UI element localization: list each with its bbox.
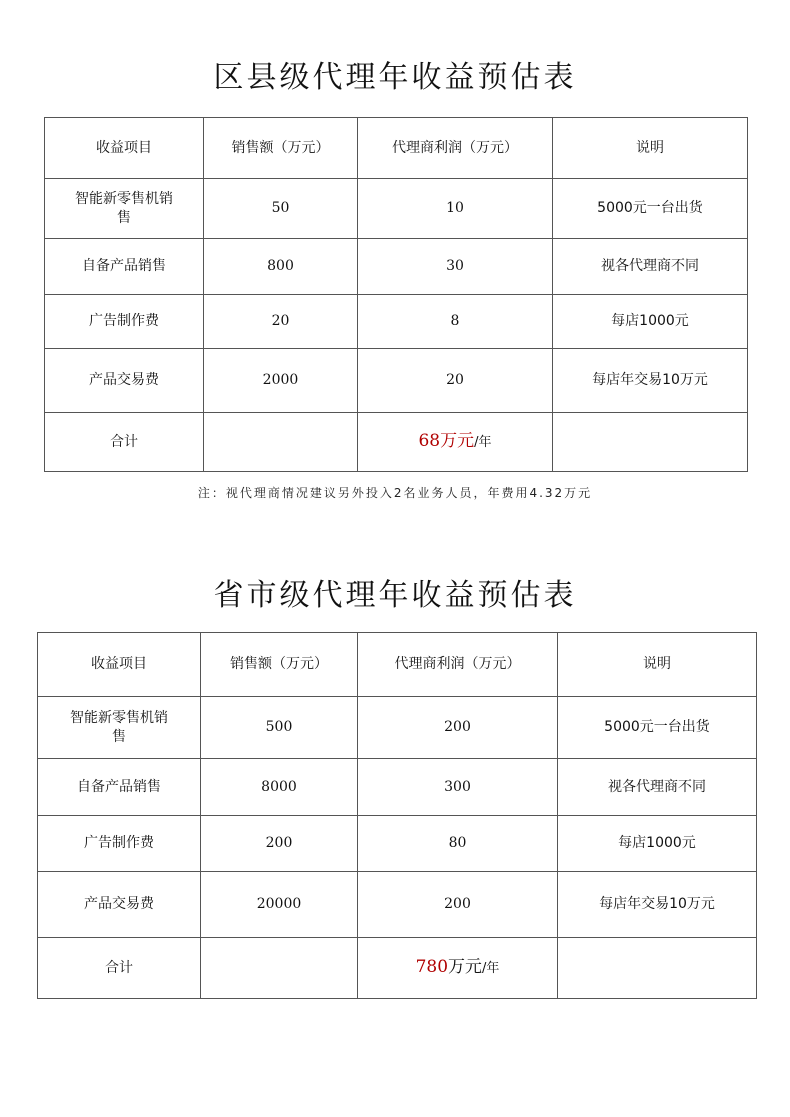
- county-table-title: 区县级代理年收益预估表: [213, 60, 577, 95]
- row-note: 每店年交易10万元: [558, 872, 757, 938]
- total-note-empty: [558, 938, 757, 999]
- table-row: [45, 295, 748, 349]
- county-revenue-table: [44, 117, 748, 472]
- table-row: [38, 816, 757, 872]
- row-profit: 8: [358, 295, 553, 349]
- row-sales: 20000: [201, 872, 358, 938]
- total-row: [45, 413, 748, 472]
- row-item: 自备产品销售: [38, 759, 201, 816]
- row-profit: 200: [358, 697, 558, 759]
- total-unit: 万元: [448, 957, 483, 977]
- total-sales-empty: [201, 938, 358, 999]
- table-row: [38, 759, 757, 816]
- header-profit: 代理商利润（万元）: [358, 118, 553, 179]
- row-item: 产品交易费: [38, 872, 201, 938]
- total-note-empty: [553, 413, 748, 472]
- row-note: 5000元一台出货: [553, 179, 748, 239]
- row-note: 每店年交易10万元: [553, 349, 748, 413]
- header-item: 收益项目: [45, 118, 204, 179]
- row-profit: 80: [358, 816, 558, 872]
- row-profit: 30: [358, 239, 553, 295]
- table-header-row: [38, 633, 757, 697]
- row-note: 视各代理商不同: [553, 239, 748, 295]
- row-item: 智能新零售机销售: [38, 697, 201, 759]
- row-note: 5000元一台出货: [558, 697, 757, 759]
- row-sales: 800: [204, 239, 358, 295]
- row-sales: 200: [201, 816, 358, 872]
- row-item: 产品交易费: [45, 349, 204, 413]
- total-row: [38, 938, 757, 999]
- table-row: [45, 179, 748, 239]
- total-profit: [358, 938, 558, 999]
- row-profit: 10: [358, 179, 553, 239]
- header-sales: 销售额（万元）: [201, 633, 358, 697]
- header-note: 说明: [553, 118, 748, 179]
- row-note: 每店1000元: [558, 816, 757, 872]
- header-profit: 代理商利润（万元）: [358, 633, 558, 697]
- row-sales: 8000: [201, 759, 358, 816]
- row-profit: 200: [358, 872, 558, 938]
- province-table-title: 省市级代理年收益预估表: [213, 578, 577, 613]
- total-sales-empty: [204, 413, 358, 472]
- total-per-year: /年: [482, 961, 500, 976]
- header-item: 收益项目: [38, 633, 201, 697]
- total-label: 合计: [38, 938, 201, 999]
- header-note: 说明: [558, 633, 757, 697]
- table-row: [38, 697, 757, 759]
- row-sales: 20: [204, 295, 358, 349]
- province-revenue-table: [37, 632, 757, 999]
- table-row: [45, 349, 748, 413]
- total-label: 合计: [45, 413, 204, 472]
- row-item: 广告制作费: [38, 816, 201, 872]
- row-sales: 50: [204, 179, 358, 239]
- row-item: 广告制作费: [45, 295, 204, 349]
- row-item: 自备产品销售: [45, 239, 204, 295]
- row-profit: 300: [358, 759, 558, 816]
- row-profit: 20: [358, 349, 553, 413]
- row-sales: 500: [201, 697, 358, 759]
- row-note: 每店1000元: [553, 295, 748, 349]
- total-amount: 780: [415, 957, 449, 977]
- total-amount: 68: [418, 431, 441, 451]
- total-per-year: /年: [474, 435, 492, 450]
- header-sales: 销售额（万元）: [204, 118, 358, 179]
- table-row: [45, 239, 748, 295]
- row-sales: 2000: [204, 349, 358, 413]
- county-footnote: 注：视代理商情况建议另外投入2名业务人员，年费用4.32万元: [197, 486, 593, 500]
- row-item: 智能新零售机销售: [45, 179, 204, 239]
- total-profit: [358, 413, 553, 472]
- row-note: 视各代理商不同: [558, 759, 757, 816]
- table-header-row: [45, 118, 748, 179]
- total-unit: 万元: [440, 431, 475, 451]
- table-row: [38, 872, 757, 938]
